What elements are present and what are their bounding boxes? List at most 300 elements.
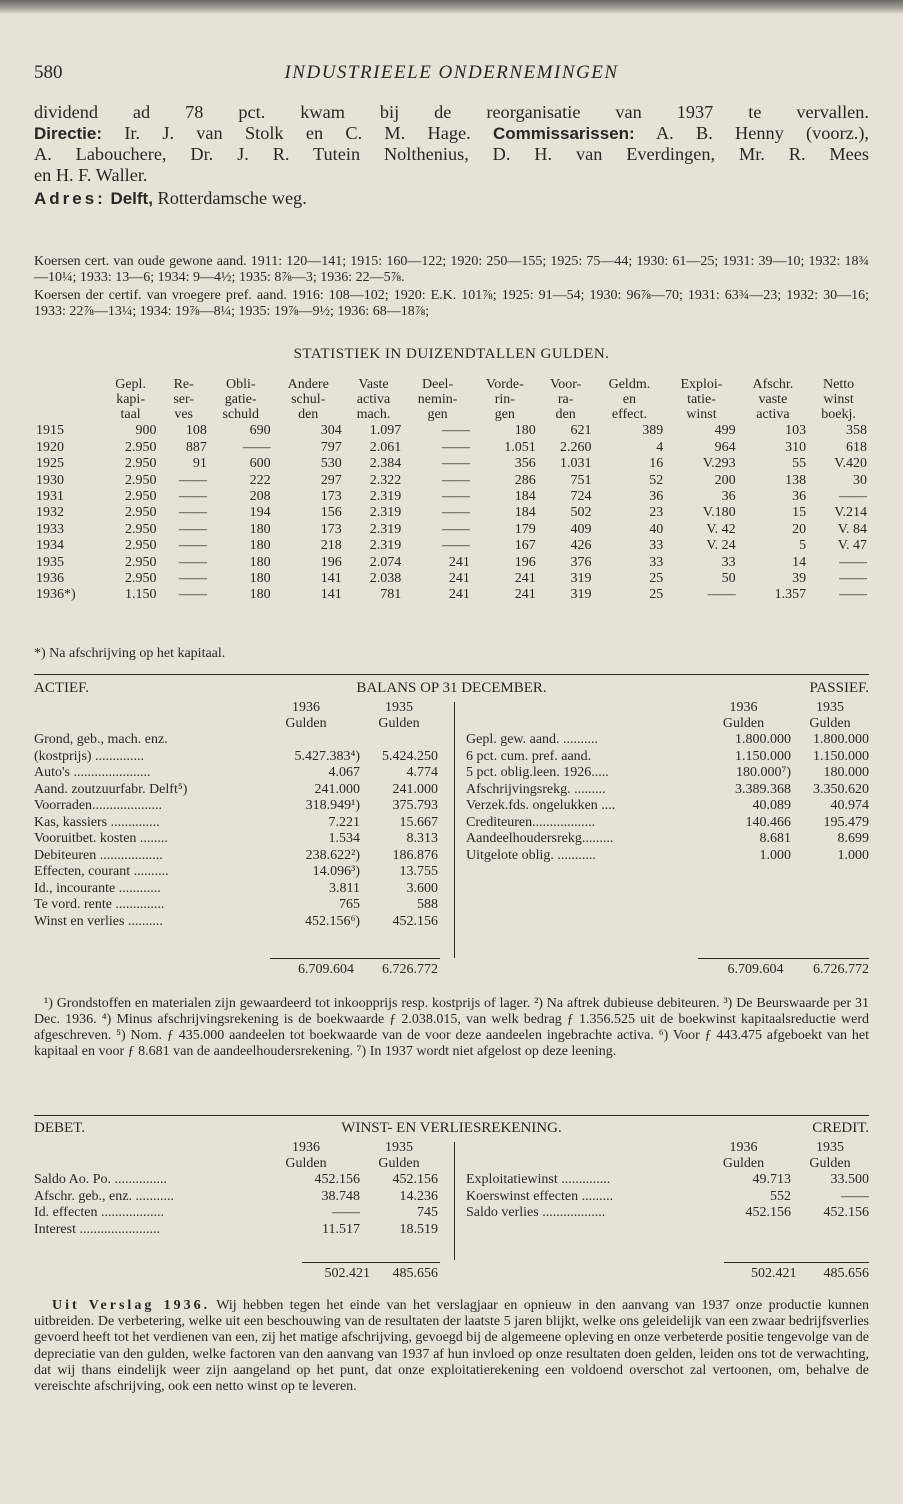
intro-line: dividend ad 78 pct. kwam bij de reorganisatie van 1937 te vervallen. (34, 102, 869, 122)
table-cell: 358 (846, 423, 867, 439)
year-header: 1935 (385, 700, 413, 715)
account-value: 238.622²) (305, 847, 360, 863)
unit-header: Gulden (722, 716, 765, 731)
unit-header: Gulden (285, 1156, 327, 1171)
table-cell: 2.950 (125, 439, 157, 455)
account-value: 318.949¹) (305, 798, 360, 813)
account-value: 552 (770, 1188, 791, 1204)
account-value: 241.000 (314, 781, 360, 797)
table-cell: —— (441, 472, 470, 488)
table-cell: 180 (249, 571, 271, 587)
table-cell: 196 (320, 554, 342, 570)
unit-header: Gulden (285, 716, 327, 731)
table-cell: 39 (792, 571, 807, 587)
table-cell: 16 (649, 456, 664, 472)
table-cell: —— (839, 554, 867, 570)
table-cell: V.214 (834, 505, 867, 521)
adres-city: Delft, (110, 189, 153, 208)
account-value: 5.424.250 (382, 748, 438, 764)
report-title: Uit Verslag 1936. (52, 1298, 211, 1313)
credit-total-rule (724, 1262, 869, 1263)
account-label: Effecten, courant .......... (34, 864, 169, 879)
account-value: 1.800.000 (813, 732, 869, 747)
table-cell: —— (178, 521, 207, 537)
year-header: 1936 (292, 1140, 320, 1155)
directie-line (34, 123, 869, 144)
account-row (34, 798, 438, 815)
table-row (34, 473, 869, 489)
account-row (34, 815, 438, 832)
table-cell: 36 (792, 489, 807, 505)
table-cell: —— (839, 587, 867, 603)
total-cell: 502.421 (751, 1266, 797, 1281)
account-value: 195.479 (823, 814, 869, 830)
column-header-line: schul- (291, 391, 326, 407)
adres-line (34, 188, 869, 209)
year-cell: 1920 (36, 439, 64, 455)
account-label: Voorraden.................... (34, 798, 163, 813)
table-cell: 194 (249, 505, 271, 521)
column-header-line: Exploi- (680, 377, 723, 392)
balans-top-rule (34, 674, 869, 675)
table-cell: 530 (320, 456, 342, 472)
account-row (34, 914, 438, 931)
column-header-line: tatie- (687, 391, 716, 407)
table-cell: 241 (514, 587, 536, 603)
column-header-line: schuld (222, 406, 260, 422)
running-title: INDUSTRIEELE ONDERNEMINGEN (284, 62, 619, 83)
table-cell: 2.950 (125, 538, 157, 554)
table-cell: 180 (249, 521, 271, 537)
column-header-line: en (622, 391, 637, 407)
account-value: 8.699 (837, 831, 869, 846)
table-row (34, 423, 869, 439)
column-header-line: den (298, 406, 319, 422)
column-header-line: winst (823, 391, 854, 407)
account-value: —— (332, 1205, 360, 1220)
column-header-line: activa (356, 391, 391, 407)
table-cell: —— (178, 505, 207, 521)
table-cell: 1.031 (560, 456, 592, 472)
table-cell: 33 (649, 538, 664, 554)
account-label: Afschr. geb., enz. ........... (34, 1188, 174, 1204)
column-header-line: gen (427, 406, 448, 422)
debet-title: DEBET. (34, 1120, 85, 1136)
table-row (34, 522, 869, 538)
commissarissen-line-end: en H. F. Waller. (34, 165, 148, 185)
account-row (34, 897, 438, 914)
directie-names: Ir. J. van Stolk en C. M. Hage. (124, 123, 471, 143)
account-value: 1.000 (759, 847, 791, 863)
column-header-line: Gepl. (115, 377, 146, 392)
table-cell: 200 (714, 472, 736, 488)
account-value: 588 (417, 897, 438, 912)
account-value (360, 732, 438, 749)
account-row (34, 831, 438, 848)
table-cell: 356 (514, 456, 536, 472)
table-cell: 180 (249, 587, 271, 603)
column-header-line: Voor- (549, 377, 582, 392)
column-header-line: Netto (823, 377, 855, 392)
year-cell: 1936*) (36, 587, 76, 603)
account-value: —— (841, 1188, 869, 1204)
column-header-line: boekj. (821, 406, 856, 422)
year-header: 1935 (816, 1140, 844, 1155)
table-cell: 376 (570, 554, 592, 570)
table-cell: 319 (570, 587, 592, 603)
table-cell: 179 (514, 521, 536, 537)
column-header-line: den (555, 406, 576, 422)
table-cell: 2.950 (125, 521, 157, 537)
table-cell: 241 (448, 587, 470, 603)
passief-totals (698, 962, 869, 979)
table-cell: 50 (721, 571, 736, 587)
table-cell: 2.950 (125, 472, 157, 488)
table-cell: 724 (570, 489, 592, 505)
table-cell: 797 (320, 439, 342, 455)
passief-unit-row (466, 716, 869, 732)
year-cell: 1915 (36, 423, 64, 439)
account-label: Kas, kassiers .............. (34, 814, 160, 830)
account-value: 33.500 (830, 1172, 869, 1187)
table-cell: 2.950 (125, 554, 157, 570)
table-cell: 33 (649, 554, 664, 570)
total-cell: 485.656 (392, 1266, 438, 1281)
account-row (466, 1189, 869, 1206)
account-value: 241.000 (392, 781, 438, 797)
balans-divider (454, 702, 455, 958)
table-cell: 23 (649, 505, 664, 521)
column-header-line: activa (756, 406, 790, 422)
account-value: 452.156 (823, 1205, 869, 1220)
table-cell: V. 24 (706, 538, 736, 554)
table-cell: —— (178, 538, 207, 554)
account-value: 8.681 (759, 831, 791, 846)
total-cell: 485.656 (823, 1266, 869, 1281)
account-label: Gepl. gew. aand. .......... (466, 732, 599, 747)
passief-body (466, 700, 869, 864)
account-value: 452.156 (745, 1205, 791, 1220)
table-cell: 141 (320, 587, 342, 603)
table-cell: 389 (642, 423, 664, 439)
column-header (103, 378, 159, 423)
account-label: Winst en verlies .......... (34, 913, 163, 929)
table-cell: 173 (320, 489, 342, 505)
table-cell: 2.319 (369, 505, 402, 521)
table-cell: —— (707, 587, 736, 603)
table-cell: 887 (185, 439, 207, 455)
table-cell: 108 (185, 423, 207, 439)
account-value: 1.000 (837, 847, 869, 863)
year-cell: 1935 (36, 554, 64, 570)
account-label: Saldo verlies .................. (466, 1205, 606, 1220)
account-value: 765 (339, 897, 360, 912)
account-label: Id. effecten .................. (34, 1205, 164, 1220)
table-cell: —— (441, 521, 470, 537)
account-value: 38.748 (321, 1188, 360, 1204)
credit-body (466, 1140, 869, 1222)
table-cell: 751 (570, 472, 592, 488)
account-row (466, 749, 869, 766)
account-value: 1.800.000 (735, 732, 791, 747)
table-cell: 310 (785, 439, 807, 455)
table-cell: 286 (514, 472, 536, 488)
account-row (34, 732, 438, 749)
table-row (34, 489, 869, 505)
table-cell: V.420 (834, 456, 867, 472)
account-label: (kostprijs) .............. (34, 748, 145, 764)
year-cell: 1933 (36, 521, 64, 537)
total-cell: 502.421 (324, 1266, 370, 1281)
column-header (159, 378, 209, 423)
column-header (472, 378, 538, 423)
table-cell: V. 42 (706, 521, 736, 537)
table-cell: 25 (649, 571, 664, 587)
column-header-line: effect. (611, 406, 647, 422)
column-header-line: Vaste (358, 377, 389, 392)
table-cell: 55 (792, 456, 807, 472)
account-row (34, 782, 438, 799)
year-header: 1936 (729, 700, 758, 715)
report-paragraph (34, 1298, 869, 1395)
statistics-table (34, 378, 869, 604)
table-cell: 2.319 (369, 521, 402, 537)
winst-title: WINST- EN VERLIESREKENING. (341, 1120, 562, 1136)
account-value: 18.519 (399, 1221, 438, 1237)
table-cell: 141 (320, 571, 342, 587)
actief-unit-row (34, 716, 438, 732)
account-value: 4.774 (406, 765, 438, 780)
account-value: 11.517 (322, 1221, 360, 1237)
debet-totals (302, 1266, 438, 1283)
table-cell: 15 (792, 505, 807, 521)
table-cell: —— (441, 505, 470, 521)
column-header-line: taal (120, 406, 141, 422)
table-cell: 2.074 (369, 554, 402, 570)
account-row (34, 1222, 438, 1239)
account-label: 6 pct. cum. pref. aand. (466, 748, 592, 764)
total-cell: 6.709.604 (727, 962, 784, 977)
account-value: 40.089 (752, 798, 791, 813)
unit-header: Gulden (809, 1156, 851, 1171)
prices-former-pref: Koersen der certif. van vroegere pref. aand. 1916: 108—102; 1920: E.K. 101⅞; 1925: 91—54; 1930: 96⅞—70; 1931: 63¾—23; 1932: 30—16; 1933: 22⅞—13¼; 1934: 19⅞—8¼; 1935: 19⅞—9½; 1936: 68—18⅞; (34, 288, 869, 319)
table-cell: —— (441, 538, 470, 554)
account-value: 5.427.383⁴) (294, 748, 360, 764)
year-cell: 1936 (36, 571, 64, 587)
table-cell: 91 (192, 456, 207, 472)
table-cell: 1.097 (369, 423, 402, 439)
column-header-line: kapi- (116, 391, 145, 407)
account-row (466, 732, 869, 749)
table-cell: 173 (320, 521, 342, 537)
account-value: 7.221 (328, 814, 360, 830)
table-cell: 600 (249, 456, 271, 472)
column-header (344, 378, 404, 423)
account-label: Auto's ...................... (34, 765, 151, 780)
account-value: 14.096³) (312, 864, 360, 879)
column-header (594, 378, 666, 423)
table-cell: 180 (514, 423, 536, 439)
account-value: 4.067 (328, 765, 360, 780)
passief-total-rule (698, 958, 869, 959)
table-cell: 900 (135, 423, 157, 439)
table-cell: V.180 (702, 505, 736, 521)
account-row (466, 765, 869, 782)
debet-table (34, 1140, 438, 1238)
account-value: 8.313 (406, 831, 438, 846)
table-cell: 33 (721, 554, 736, 570)
table-cell: 618 (846, 439, 867, 455)
debet-unit-row (34, 1156, 438, 1172)
table-cell: 319 (570, 571, 592, 587)
table-cell: 2.950 (125, 505, 157, 521)
account-label: Id., incourante ............ (34, 880, 161, 896)
table-cell: —— (178, 472, 207, 488)
table-cell: 409 (570, 521, 592, 537)
account-label: Vooruitbet. kosten ........ (34, 831, 168, 846)
table-cell: 2.950 (125, 571, 157, 587)
adres-street: Rotterdamsche weg. (157, 188, 307, 208)
footnote-text: ¹) Grondstoffen en materialen zijn gewaardeerd tot inkoopprijs resp. kostprijs of lager. ²) Na aftrek dubieuse debiteuren. ³) De Beurswaarde per 31 Dec. 1936. ⁴) Minus afschrijvingsrekening is de boekwaarde ƒ 2.038.015, van welk bedrag ƒ 1.356.525 uit de boekwinst kapitaalsreductie werd afgeschreven. ⁵) Nom. ƒ 435.000 aandeelen tot boekwaarde van de voor deze aandeelen ingebrachte activa. ⁶) Voor ƒ 443.475 afgeboekt van het kapitaal en voor ƒ 8.681 van de aandeelhoudersrekening. ⁷) In 1937 wordt niet afgelost op deze leening. (34, 996, 869, 1059)
account-label: Aand. zoutzuurfabr. Delft⁵) (34, 781, 188, 797)
table-cell: 304 (320, 423, 342, 439)
table-cell: 184 (514, 505, 536, 521)
year-cell: 1932 (36, 505, 64, 521)
annual-report-excerpt (34, 1298, 869, 1395)
table-cell: 2.061 (369, 439, 402, 455)
account-value: 3.811 (329, 880, 360, 896)
year-cell: 1934 (36, 538, 64, 554)
unit-header: Gulden (378, 1156, 420, 1171)
account-row (34, 848, 438, 865)
account-label: Interest ....................... (34, 1221, 160, 1237)
account-label: Debiteuren .................. (34, 847, 163, 863)
column-header-line: Geldm. (608, 377, 651, 392)
page-number: 580 (34, 62, 63, 83)
actief-body (34, 700, 438, 930)
scan-edge (0, 0, 903, 14)
account-row (34, 1189, 438, 1206)
column-header-line: Afschr. (752, 377, 794, 392)
account-value: 1.150.000 (735, 748, 791, 764)
table-cell: 180 (249, 538, 271, 554)
credit-unit-row (466, 1156, 869, 1172)
actief-title: ACTIEF. (34, 680, 90, 696)
account-value: 40.974 (830, 798, 869, 813)
table-cell: 30 (853, 472, 867, 488)
unit-header: Gulden (378, 716, 420, 731)
actief-totals (270, 962, 438, 979)
table-cell: 156 (320, 505, 342, 521)
account-row (466, 815, 869, 832)
credit-year-row (466, 1140, 869, 1156)
table-cell: 690 (249, 423, 271, 439)
account-row (34, 765, 438, 782)
table-cell: 218 (320, 538, 342, 554)
account-row (34, 1205, 438, 1222)
table-cell: 36 (721, 489, 736, 505)
column-header (273, 378, 344, 423)
column-header-line: ves (174, 406, 194, 422)
table-row (34, 456, 869, 472)
company-info (34, 102, 869, 209)
table-cell: 2.319 (369, 489, 402, 505)
column-header-line: gen (494, 406, 515, 422)
table-cell: V. 84 (837, 521, 867, 537)
account-value: 180.000 (823, 765, 869, 780)
commissarissen-names: A. B. Henny (voorz.), (655, 123, 869, 143)
table-row (34, 555, 869, 571)
account-label: Koerswinst effecten ......... (466, 1188, 614, 1204)
table-cell: —— (178, 554, 207, 570)
table-cell: V.293 (702, 456, 736, 472)
account-label: Exploitatiewinst .............. (466, 1172, 611, 1187)
table-cell: 2.950 (125, 489, 157, 505)
table-cell: 5 (799, 538, 807, 554)
column-header-line: ser- (173, 391, 195, 407)
column-header-line: Vorde- (485, 377, 524, 392)
table-cell: 208 (249, 489, 271, 505)
credit-title: CREDIT. (812, 1120, 869, 1136)
table-cell: 426 (570, 538, 592, 554)
account-label: Uitgelote oblig. ........... (466, 847, 596, 863)
account-value: 452.156 (392, 1172, 438, 1187)
table-cell: —— (441, 489, 470, 505)
table-cell: 4 (656, 439, 664, 455)
account-value: 49.713 (752, 1172, 791, 1187)
table-row (34, 587, 869, 603)
account-row (466, 1205, 869, 1222)
account-row (34, 881, 438, 898)
year-cell: 1925 (36, 456, 64, 472)
table-cell: 14 (792, 554, 807, 570)
table-cell: 167 (514, 538, 536, 554)
column-header (738, 378, 809, 423)
table-cell: 196 (514, 554, 536, 570)
column-header (808, 378, 869, 423)
table-cell: 2.384 (369, 456, 402, 472)
account-value: 452.156 (392, 913, 438, 929)
account-label: Afschrijvingsrekg. ......... (466, 781, 606, 797)
passief-year-row (466, 700, 869, 716)
table-row (34, 538, 869, 554)
table-row (34, 505, 869, 521)
account-row (34, 749, 438, 766)
credit-table (466, 1140, 869, 1222)
account-value: 3.350.620 (813, 781, 869, 797)
table-cell: —— (441, 423, 470, 439)
year-cell: 1930 (36, 472, 64, 488)
table-cell: 2.950 (125, 456, 157, 472)
year-header: 1935 (816, 700, 844, 715)
passief-title: PASSIEF. (809, 680, 869, 696)
column-header-line: mach. (356, 406, 391, 422)
report-text: Wij hebben tegen het einde van het verslagjaar en opnieuw in den aanvang van 1937 onze productie kunnen uitbreiden. De verbetering, welke uit een beschouwing van de resultaten der laatste 5 jaren blijkt, welke ons geleidelijk van een zwaar bedrijfsverlies gevoerd heeft tot het verdienen van een, zij het matige afschrijving, gevoegd bij de algemeene opleving en onze verbeterde positie tengevolge van de depreciatie van den gulden, welke factoren van den aanvang van 1937 af hun invloed op onze resultaten doen gelden, leiden ons tot de verwachting, dat wij thans eindelijk weer zijn aangeland op het punt, dat onze exploitatierekening een voldoend overschot zal vertoonen, om, behalve de vereischte afschrijving, ook een netto winst op te leveren. (34, 1298, 870, 1395)
account-label: 5 pct. oblig.leen. 1926..... (466, 765, 609, 780)
balans-title: BALANS OP 31 DECEMBER. (356, 680, 547, 696)
account-value: 452.156 (314, 1172, 360, 1187)
account-value: 14.236 (399, 1188, 438, 1204)
table-cell: 241 (448, 554, 470, 570)
table-cell: 40 (649, 521, 664, 537)
unit-header: Gulden (809, 716, 851, 731)
column-header-line: Obli- (225, 377, 256, 392)
table-cell: 36 (649, 489, 664, 505)
table-cell: 222 (249, 472, 271, 488)
table-cell: —— (441, 439, 470, 455)
winst-top-rule (34, 1115, 869, 1116)
table-cell: 2.319 (369, 538, 402, 554)
